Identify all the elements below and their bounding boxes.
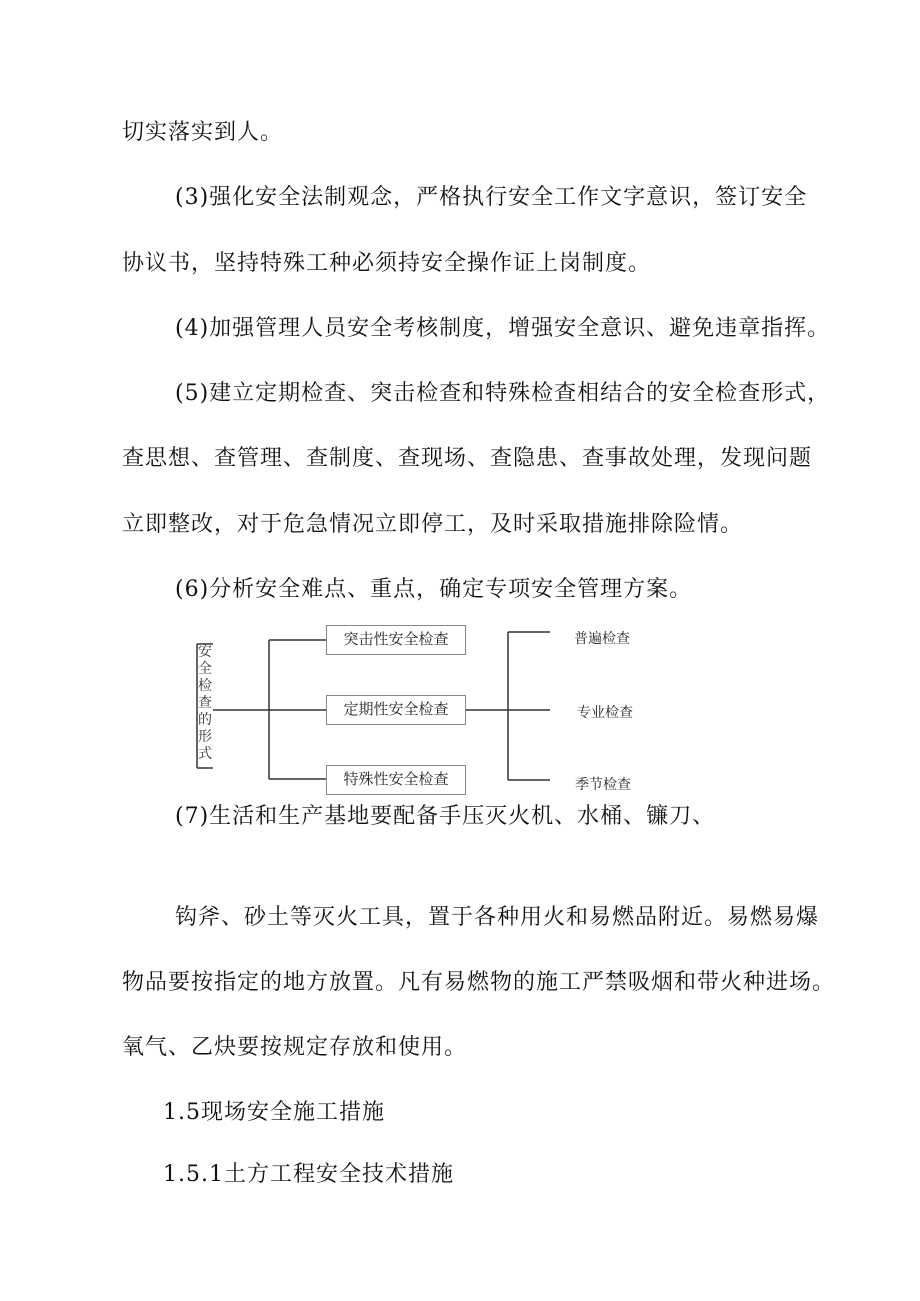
paragraph-line-4: (4)加强管理人员安全考核制度，增强安全意识、避免违章指挥。 <box>175 316 831 341</box>
paragraph-line-3: 协议书，坚持特殊工种必须持安全操作证上岗制度。 <box>122 251 652 276</box>
seasonal-inspection-label: 季节检查 <box>575 777 631 793</box>
paragraph-line-9: (7)生活和生产基地要配备手压灭火机、水桶、镰刀、 <box>175 804 716 829</box>
professional-inspection-label: 专业检查 <box>577 705 633 721</box>
diagram-root-label: 安全检查的形式 <box>198 644 212 762</box>
paragraph-line-2: (3)强化安全法制观念，严格执行安全工作文字意识，签订安全 <box>175 185 808 210</box>
general-inspection-label: 普遍检查 <box>574 631 630 647</box>
section-heading-1-5: 1.5现场安全施工措施 <box>163 1100 385 1125</box>
paragraph-line-1: 切实落实到人。 <box>122 120 284 145</box>
periodic-inspection-box: 定期性安全检查 <box>326 695 466 725</box>
section-heading-1-5-1: 1.5.1土方工程安全技术措施 <box>163 1162 454 1187</box>
paragraph-line-8: (6)分析安全难点、重点，确定专项安全管理方案。 <box>175 577 693 602</box>
paragraph-line-10: 钩斧、砂土等灭火工具，置于各种用火和易燃品附近。易燃易爆 <box>175 905 820 930</box>
special-inspection-box: 特殊性安全检查 <box>326 765 466 795</box>
paragraph-line-11: 物品要按指定的地方放置。凡有易燃物的施工严禁吸烟和带火种进场。 <box>122 970 836 995</box>
paragraph-line-5: (5)建立定期检查、突击检查和特殊检查相结合的安全检查形式， <box>175 381 831 406</box>
paragraph-line-12: 氧气、乙炔要按规定存放和使用。 <box>122 1035 468 1060</box>
inspection-form-diagram <box>195 622 655 804</box>
paragraph-line-6: 查思想、查管理、查制度、查现场、查隐患、查事故处理，发现问题 <box>122 446 813 471</box>
surprise-inspection-box: 突击性安全检查 <box>326 625 466 655</box>
paragraph-line-7: 立即整改，对于危急情况立即停工，及时采取措施排除险情。 <box>122 512 744 537</box>
